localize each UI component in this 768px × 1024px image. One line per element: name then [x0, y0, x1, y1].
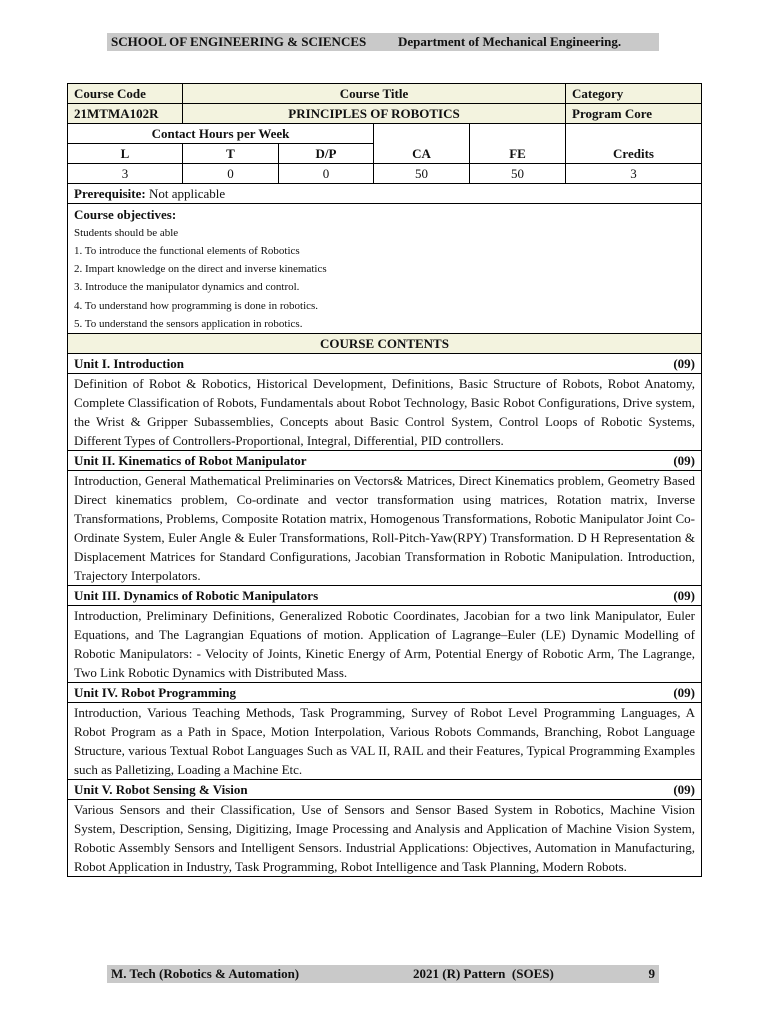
unit-5-content: Various Sensors and their Classification, Use of Sensors and Sensor Based System in Robotics, Machine Vision System, Description, Sensing, Digitizing, Image Processing and Analysis and Application of Machine Vision System, Robotic Assembly Sensors and Intelligent Sensors. Industrial Applications: Objectives, Automation in Manufacturing, Robot Application in Industry, Task Programming, Robot Intelligence and Task Planning, Modern Robots. — [68, 800, 702, 877]
page-header — [107, 33, 659, 51]
prerequisite-label: Prerequisite: — [74, 186, 146, 201]
course-header-row — [68, 84, 702, 104]
school-name: SCHOOL OF ENGINEERING & SCIENCES — [111, 34, 367, 49]
prerequisite-cell — [68, 184, 702, 204]
unit-1-content: Definition of Robot & Robotics, Historical Development, Definitions, Basic Structure of Robots, Robot Anatomy, Complete Classification of Robots, Fundamentals about Robot Technology, Basic Robot Configurations, Drive system, the Wrist & Gripper Subassemblies, Concepts about Basic Control System, Control Loops of Robotic Systems, Different Types of Controllers-Proportional, Integral, Differential, PID controllers. — [68, 374, 702, 451]
hours-value-ca: 50 — [374, 164, 470, 184]
hours-header-fe: FE — [470, 124, 566, 164]
unit-content-row — [68, 374, 702, 451]
unit-2-content: Introduction, General Mathematical Preliminaries on Vectors& Matrices, Direct Kinematics problem, Geometry Based Direct kinematics problem, Co-ordinate and vector transformation using matrices, Rotation matrix, Inverse Transformations, Problems, Composite Rotation matrix, Homogenous Transformations, Robotic Manipulator Joint Co-Ordinate System, Euler Angle & Euler Transformations, Roll-Pitch-Yaw(RPY) Transformation. D H Representation & Displacement Matrices for Standard Configurations, Jacobian Transformation in Robotic Manipulation. Introduction, Trajectory Interpolators. — [68, 471, 702, 586]
objectives-row — [68, 204, 702, 334]
contact-hours-row — [68, 124, 702, 144]
unit-title: Unit IV. Robot Programming — [74, 685, 237, 701]
unit-content-row — [68, 606, 702, 683]
objectives-cell — [68, 204, 702, 334]
hours-header-ca: CA — [374, 124, 470, 164]
hours-header-dp: D/P — [279, 144, 374, 164]
unit-title: Unit I. Introduction — [74, 356, 184, 372]
unit-4-heading — [68, 683, 702, 703]
unit-4-content: Introduction, Various Teaching Methods, Task Programming, Survey of Robot Level Programming Languages, A Robot Program as a Path in Space, Motion Interpolation, Various Robots Commands, Branching, Robot Language Structure, various Textual Robot Languages Such as VAL II, RAIL and their Features, Typical Programming Examples such as Palletizing, Loading a Machine Etc. — [68, 703, 702, 780]
program-name: M. Tech (Robotics & Automation) — [111, 966, 300, 981]
unit-hours: (09) — [673, 453, 695, 469]
unit-hours: (09) — [673, 356, 695, 372]
unit-2-heading — [68, 451, 702, 471]
course-category: Program Core — [566, 104, 702, 124]
hours-value-credits: 3 — [566, 164, 702, 184]
unit-heading-row — [68, 683, 702, 703]
unit-heading-row — [68, 354, 702, 374]
hours-value-l: 3 — [68, 164, 183, 184]
course-table — [67, 83, 702, 877]
hours-header-l: L — [68, 144, 183, 164]
unit-content-row — [68, 800, 702, 877]
contents-title-row — [68, 334, 702, 354]
hours-header-credits: Credits — [566, 124, 702, 164]
unit-content-row — [68, 703, 702, 780]
category-label: Category — [566, 84, 702, 104]
objective-item: 5. To understand the sensors application in robotics. — [74, 317, 303, 330]
unit-title: Unit II. Kinematics of Robot Manipulator — [74, 453, 307, 469]
department-name: Department of Mechanical Engineering. — [398, 34, 622, 49]
prerequisite-value: Not applicable — [148, 186, 226, 201]
unit-3-heading — [68, 586, 702, 606]
hours-value-fe: 50 — [470, 164, 566, 184]
course-info-row — [68, 104, 702, 124]
objective-item: 1. To introduce the functional elements of Robotics — [74, 245, 300, 257]
course-contents-title: COURSE CONTENTS — [68, 334, 702, 354]
course-code-label: Course Code — [68, 84, 183, 104]
hours-values-row — [68, 164, 702, 184]
objective-item: 3. Introduce the manipulator dynamics and control. — [74, 281, 300, 294]
unit-1-heading — [68, 354, 702, 374]
objectives-title: Course objectives: — [74, 207, 177, 222]
prerequisite-row — [68, 184, 702, 204]
unit-heading-row — [68, 780, 702, 800]
course-code: 21MTMA102R — [68, 104, 183, 124]
course-title: PRINCIPLES OF ROBOTICS — [183, 104, 566, 124]
unit-heading-row — [68, 586, 702, 606]
page-number: 9 — [648, 966, 655, 981]
hours-value-t: 0 — [183, 164, 279, 184]
unit-hours: (09) — [673, 588, 695, 604]
unit-hours: (09) — [673, 782, 695, 798]
objective-item: 2. Impart knowledge on the direct and inverse kinematics — [74, 263, 327, 276]
unit-title: Unit V. Robot Sensing & Vision — [74, 782, 248, 798]
unit-5-heading — [68, 780, 702, 800]
hours-header-t: T — [183, 144, 279, 164]
objective-item: 4. To understand how programming is done in robotics. — [74, 299, 319, 312]
page-footer — [107, 965, 659, 983]
unit-heading-row — [68, 451, 702, 471]
course-title-label: Course Title — [183, 84, 566, 104]
contact-hours-label: Contact Hours per Week — [68, 124, 374, 144]
hours-value-dp: 0 — [279, 164, 374, 184]
unit-content-row — [68, 471, 702, 586]
unit-title: Unit III. Dynamics of Robotic Manipulators — [74, 588, 319, 604]
pattern-label: 2021 (R) Pattern (SOES) — [413, 966, 554, 981]
unit-3-content: Introduction, Preliminary Definitions, Generalized Robotic Coordinates, Jacobian for a two link Manipulator, Euler Equations, and The Lagrangian Equations of motion. Application of Lagrange–Euler (LE) Dynamic Modelling of Robotic Manipulators: - Velocity of Joints, Kinetic Energy of Arm, Potential Energy of Robotic Arm, The Lagrange, Two Link Robotic Dynamics with Distributed Mass. — [68, 606, 702, 683]
unit-hours: (09) — [673, 685, 695, 701]
objectives-intro: Students should be able — [74, 227, 179, 239]
